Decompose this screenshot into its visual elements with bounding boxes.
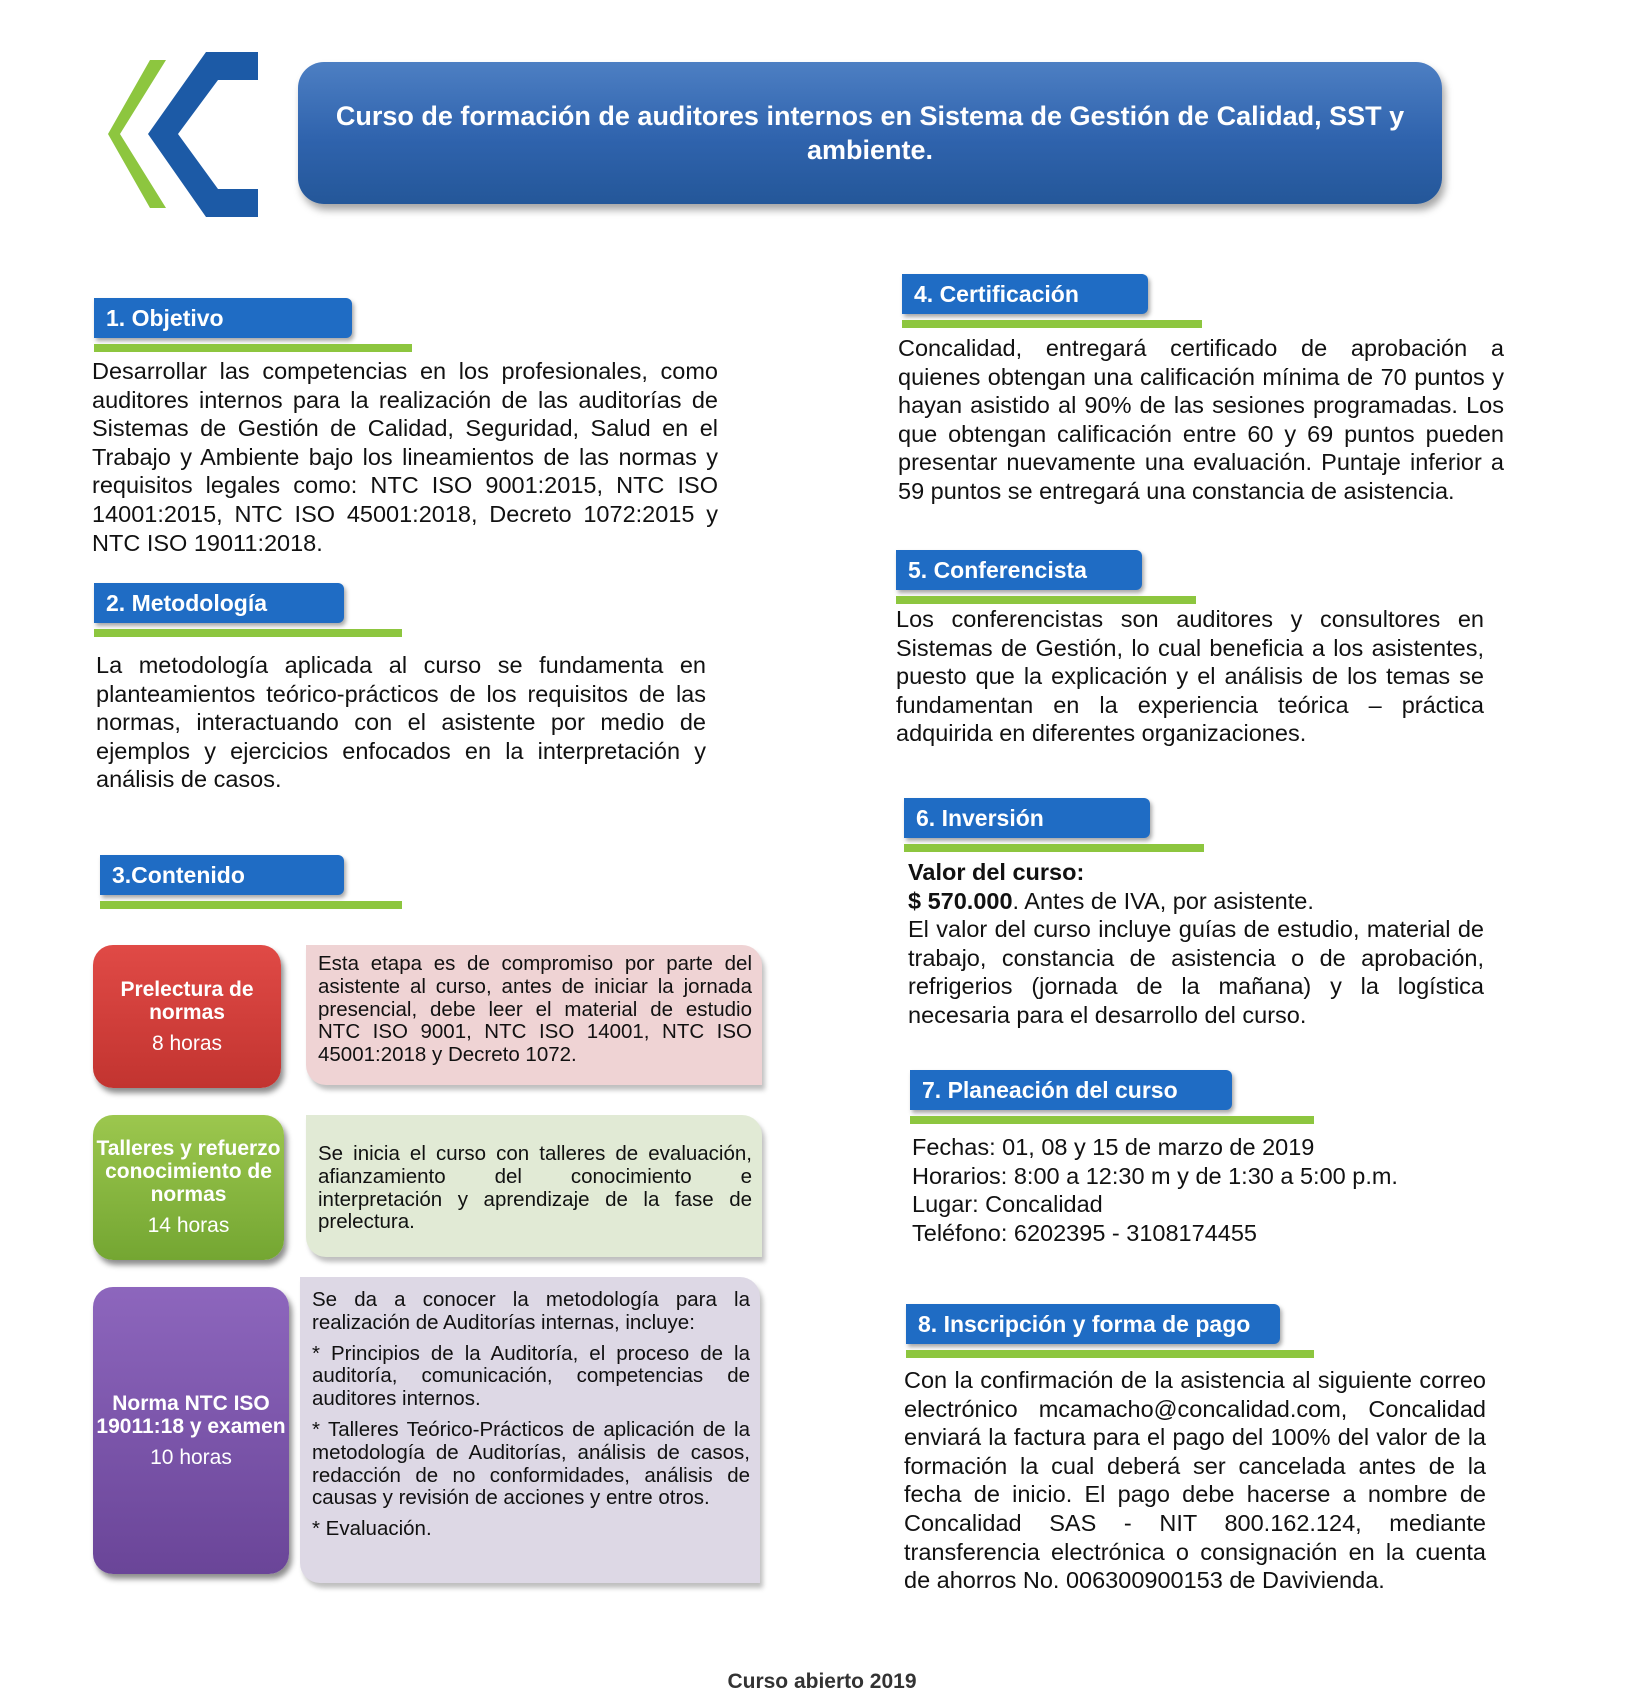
- green-underline: [902, 320, 1202, 328]
- stage-hours: 14 horas: [147, 1214, 230, 1237]
- stage-prelectura-detail: [306, 945, 762, 1085]
- inversion-text: El valor del curso incluye guías de estudio, material de trabajo, constancia de asistencia o de aprobación, refrigerios (jornada de la mañana) y la logística necesaria para el desarrollo del curso.: [908, 916, 1484, 1028]
- page-title: Curso de formación de auditores internos en Sistema de Gestión de Calidad, SST y ambiente.: [335, 101, 1405, 165]
- section-contenido-heading: 3.Contenido: [100, 855, 344, 895]
- inversion-price: [908, 887, 1484, 916]
- metodologia-text: La metodología aplicada al curso se fundamenta en planteamientos teórico-prácticos de los requisitos de las normas, interactuando con el asistente por medio de ejemplos y ejercicios enfocados en la interpretación y análisis de casos.: [96, 652, 706, 793]
- stage-title: Talleres y refuerzo conocimiento de normas: [96, 1137, 281, 1206]
- stage-talleres-detail: [306, 1115, 762, 1257]
- planeacion-fechas: Fechas: 01, 08 y 15 de marzo de 2019: [912, 1134, 1315, 1160]
- inversion-label: Valor del curso:: [908, 859, 1085, 885]
- planeacion-horarios: Horarios: 8:00 a 12:30 m y de 1:30 a 5:00 p.m.: [912, 1162, 1398, 1189]
- green-underline: [906, 1350, 1314, 1358]
- green-underline: [100, 901, 402, 909]
- stage-hours: 10 horas: [150, 1445, 232, 1469]
- section-metodologia-heading: 2. Metodología: [94, 583, 344, 623]
- stage-detail-line: * Talleres Teórico-Prácticos de aplicación de la metodología de Auditorías, análisis de casos, redacción de no conformidades, análisis de causas y revisión de acciones y entre otros.: [312, 1417, 750, 1510]
- section-certificacion-heading: 4. Certificación: [902, 274, 1148, 314]
- stage-detail-line: Esta etapa es de compromiso por parte del asistente al curso, antes de iniciar la jornada presencial, debe leer el material de estudio NTC ISO 9001, NTC ISO 14001, NTC ISO 45001:2018 y Decreto 1072.: [318, 952, 752, 1067]
- stage-detail-line: * Evaluación.: [312, 1517, 432, 1541]
- section-objetivo-heading: 1. Objetivo: [94, 298, 352, 338]
- stage-talleres: [93, 1115, 284, 1260]
- stage-norma-detail: [300, 1277, 760, 1583]
- planeacion-telefono: Teléfono: 6202395 - 3108174455: [912, 1219, 1257, 1246]
- conferencista-text: Los conferencistas son auditores y consultores en Sistemas de Gestión, lo cual beneficia a los asistentes, puesto que la explicación y el análisis de los temas se fundamentan en la experiencia teórica – práctica adquirida en diferentes organizaciones.: [896, 606, 1484, 747]
- section-inversion-heading: 6. Inversión: [904, 798, 1150, 838]
- green-underline: [904, 844, 1204, 852]
- section-conferencista-header: [896, 550, 1198, 606]
- green-underline: [94, 629, 402, 637]
- inscripcion-text: Con la confirmación de la asistencia al siguiente correo electrónico mcamacho@concalidad.com, Concalidad enviará la factura para el pago del 100% del valor de la formación la cual deberá ser cancelada antes de la fecha de inicio. El pago debe hacerse a nombre de Concalidad SAS - NIT 800.162.124, mediante transferencia electrónica o consignación en la cuenta de ahorros No. 006300900153 de Davivienda.: [904, 1367, 1486, 1594]
- green-underline: [94, 344, 412, 352]
- section-inscripcion-header: [906, 1304, 1316, 1360]
- stage-detail-line: Se inicia el curso con talleres de evaluación, afianzamiento del conocimiento e interpretación y aprendizaje de la fase de prelectura.: [318, 1142, 752, 1234]
- stage-title: Prelectura de normas: [120, 977, 254, 1024]
- stage-hours: 8 horas: [151, 1031, 223, 1055]
- section-inscripcion-heading: 8. Inscripción y forma de pago: [906, 1304, 1280, 1344]
- certificacion-text: Concalidad, entregará certificado de aprobación a quienes obtengan una calificación mínima de 70 puntos y hayan asistido al 90% de las sesiones programadas. Los que obtengan calificación entre 60 y 69 puntos pueden presentar nuevamente una evaluación. Puntaje inferior a 59 puntos se entregará una constancia de asistencia.: [898, 335, 1504, 504]
- stage-detail-line: * Principios de la Auditoría, el proceso de la auditoría, comunicación, competencias de auditores internos.: [312, 1341, 750, 1411]
- objetivo-text: Desarrollar las competencias en los profesionales, como auditores internos para la realización de las auditorías de Sistemas de Gestión de Calidad, Seguridad, Salud en el Trabajo y Ambiente bajo los lineamientos de las normas y requisitos legales como: NTC ISO 9001:2015, NTC ISO 14001:2015, NTC ISO 45001:2018, Decreto 1072:2015 y NTC ISO 19011:2018.: [92, 358, 718, 556]
- price-value: $ 570.000: [908, 887, 1013, 914]
- section-objetivo-header: [94, 298, 414, 354]
- inversion-block: [908, 858, 1484, 1030]
- concalidad-c-logo-icon: [108, 52, 260, 217]
- green-underline: [910, 1116, 1314, 1124]
- planeacion-list: [912, 1133, 1472, 1247]
- section-planeacion-heading: 7. Planeación del curso: [910, 1070, 1232, 1110]
- green-underline: [896, 596, 1196, 604]
- stage-title: Norma NTC ISO 19011:18 y examen: [96, 1391, 286, 1438]
- section-contenido-header: [100, 855, 404, 911]
- section-planeacion-header: [910, 1070, 1316, 1126]
- section-inversion-header: [904, 798, 1206, 854]
- stage-prelectura: [93, 945, 281, 1088]
- stage-norma-19011: [93, 1287, 289, 1574]
- title-banner: [298, 62, 1442, 204]
- stage-detail-line: Se da a conocer la metodología para la realización de Auditorías internas, incluye:: [312, 1288, 750, 1334]
- footer-text: Curso abierto 2019: [727, 1670, 917, 1693]
- price-note: . Antes de IVA, por asistente.: [1012, 887, 1314, 914]
- planeacion-lugar: Lugar: Concalidad: [912, 1191, 1103, 1218]
- section-metodologia-header: [94, 583, 404, 639]
- section-certificacion-header: [902, 274, 1204, 330]
- section-conferencista-heading: 5. Conferencista: [896, 550, 1142, 590]
